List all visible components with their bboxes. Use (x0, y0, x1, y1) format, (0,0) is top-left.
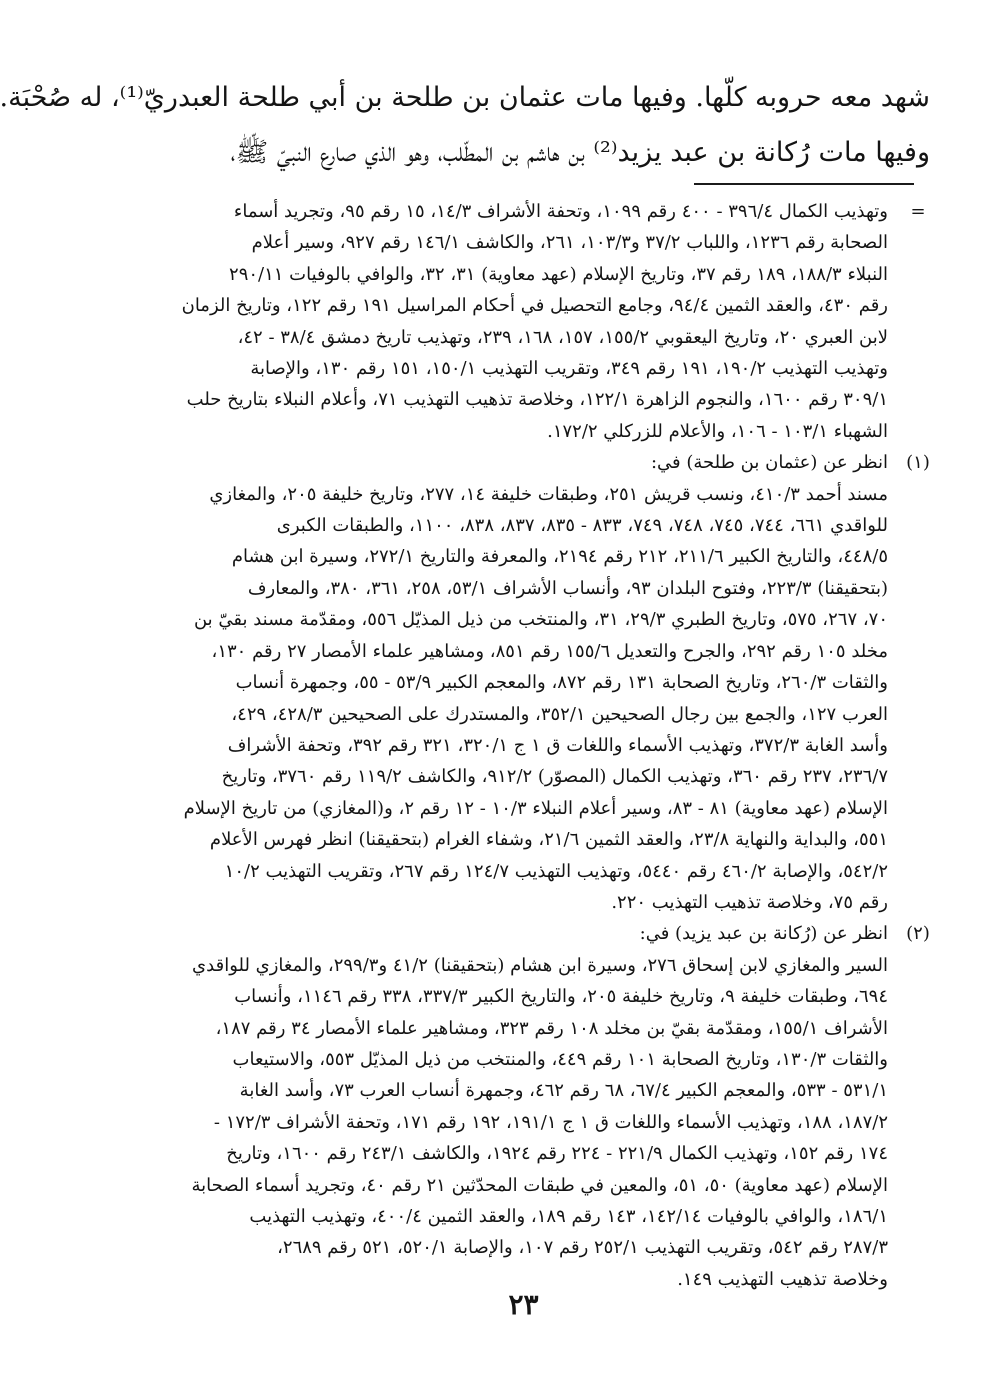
footnote-line: الصحابة رقم ١٢٣٦، واللباب ٣٧/٢ و١٠٣/٣، ٢٦١، والكاشف ١٤٦/١ رقم ٩٢٧، وسير أعلام (251, 232, 888, 254)
footnote-2 (108, 918, 938, 1295)
main-text-line: وفيها مات رُكانة بن عبد يزيد⁽²⁾ بن هاشم بن المطّلب، وهو الذي صارع النبيّ ﷺ، (230, 137, 930, 168)
footnote-line: النبلاء ١٨٨/٣، ١٨٩ رقم ٣٧، وتاريخ الإسلام (عهد معاوية) ٣١، ٣٢، والوافي بالوفيات ٢٩٠/١١ (229, 263, 888, 285)
footnote-line: العرب ١٢٧، والجمع بين رجال الصحيحين ٣٥٢/١، والمستدرك على الصحيحين ٤٢٨/٣، ٤٢٩، (231, 703, 888, 725)
footnote-line: (بتحقيقنا) ٢٢٣/٣، وفتوح البلدان ٩٣، وأنساب الأشراف ٥٣/١، ٢٥٨، ٣٦١، ٣٨٠، والمعارف (247, 577, 888, 599)
footnote-line: الشهباء ١٠٣/١ - ١٠٦، والأعلام للزركلي ١٧٢/٢. (547, 420, 888, 442)
footnote-line: ١٨٦/١، والوافي بالوفيات ١٤٢/١٤، ١٤٣ رقم ١٨٩، والعقد الثمين ٤٠٠/٤، وتهذيب التهذيب (249, 1206, 888, 1227)
footnote-line: وتهذيب التهذيب ١٩٠/٢، ١٩١ رقم ٣٤٩، وتقريب التهذيب ١٥٠/١، ١٥١ رقم ١٣٠، والإصابة (250, 358, 888, 380)
footnote-2-marker: (٢) (906, 923, 930, 945)
footnote-line: مخلد ١٠٥ رقم ٢٩٢، والجرح والتعديل ١٥٥/٦ رقم ٨٥١، ومشاهير علماء الأمصار ٢٧ رقم ١٣٠، (211, 640, 888, 662)
footnote-line: ٧٠، ٢٦٧، ٥٧٥، وتاريخ الطبري ٢٩/٣، ٣١، والمنتخب من ذيل المذيّل ٥٥٦، ومقدّمة مسند بقيّ بن (193, 609, 888, 631)
footnote-line: ٢٨٧/٣ رقم ٥٤٢، وتقريب التهذيب ٢٥٢/١ رقم ١٠٧، والإصابة ٥٢٠/١، ٥٢١ رقم ٢٦٨٩، (277, 1237, 888, 1259)
footnote-line: الأشراف ١٥٥/١، ومقدّمة بقيّ بن مخلد ١٠٨ رقم ٣٢٣، ومشاهير علماء الأمصار ٣٤ رقم ١٨٧، (215, 1017, 888, 1039)
main-text (0, 70, 930, 180)
footnote-separator (694, 183, 914, 185)
footnote-line: ٢٣٦/٧، ٢٣٧ رقم ٣٦٠، وتهذيب الكمال (المصوّر) ٩١٢/٢، والكاشف ١١٩/٢ رقم ٣٧٦٠، وتاريخ (221, 766, 888, 788)
footnote-1-marker: (١) (906, 452, 930, 474)
footnote-line: ٥٥١، والبداية والنهاية ٢٣/٨، والعقد الثمين ٢١/٦، وشفاء الغرام (بتحقيقنا) انظر فهرس الأعلام (209, 829, 888, 851)
footnote-line: والثقات ١٣٠/٣، وتاريخ الصحابة ١٠١ رقم ٤٤٩، والمنتخب من ذيل المذيّل ٥٥٣، والاستيعاب (232, 1048, 888, 1070)
footnote-line: وخلاصة تذهيب التهذيب ١٤٩. (677, 1268, 888, 1290)
footnote-line: والثقات ٢٦٠/٣، وتاريخ الصحابة ١٣١ رقم ٨٧٢، والمعجم الكبير ٥٣/٩ - ٥٥، وجمهرة أنساب (235, 672, 888, 694)
footnote-line: للواقدي ٦٦١، ٧٤٤، ٧٤٥، ٧٤٨، ٧٤٩، ٨٣٣ - ٨٣٥، ٨٣٧، ٨٣٨، ١١٠٠، والطبقات الكبرى (276, 515, 888, 537)
footnote-line: ٦٩٤، وطبقات خليفة ٩، وتاريخ خليفة ٢٠٥، والتاريخ الكبير ٣٣٧/٣، ٣٣٨ رقم ١١٤٦، وأنساب (234, 986, 888, 1008)
footnote-line: رقم ٧٥، وخلاصة تذهيب التهذيب ٢٢٠. (611, 891, 888, 913)
footnote-continuation-marker: = (910, 201, 926, 222)
footnote-line: ٤٤٨/٥، والتاريخ الكبير ٢١١/٦، ٢١٢ رقم ٢١٩٤، والمعرفة والتاريخ ٢٧٢/١، وسيرة ابن هشام (231, 546, 888, 568)
footnote-line: مسند أحمد ٤١٠/٣، ونسب قريش ٢٥١، وطبقات خليفة ١٤، ٢٧٧، وتاريخ خليفة ٢٠٥، والمغازي (209, 483, 888, 505)
footnote-line: الإسلام (عهد معاوية) ٨١ - ٨٣، وسير أعلام النبلاء ١٠/٣ - ١٢ رقم ٢، و(المغازي) من تاريخ الإسلام (183, 797, 888, 819)
footnote-line: ١٧٤ رقم ١٥٢، وتهذيب الكمال ٢٢١/٩ - ٢٢٤ رقم ١٩٢٤، والكاشف ٢٤٣/١ رقم ١٦٠٠، وتاريخ (226, 1143, 888, 1165)
footnote-line: ٣٠٩/١ رقم ١٦٠٠، والنجوم الزاهرة ١٢٢/١، وخلاصة تذهيب التهذيب ٧١، وأعلام النبلاء بتاريخ حلب (186, 389, 888, 411)
page-number: ٢٣ (508, 1288, 539, 1321)
footnote-line: الإسلام (عهد معاوية) ٥٠، ٥١، والمعين في طبقات المحدّثين ٢١ رقم ٤٠، وتجريد أسماء الصحابة (191, 1174, 888, 1196)
footnote-line: لابن العبري ٢٠، وتاريخ اليعقوبي ١٥٥/٢، ١٥٧، ١٦٨، ٢٣٩، وتهذيب تاريخ دمشق ٣٨/٤ - ٤٢، (237, 326, 888, 348)
footnote-line: ١٨٧/٢، ١٨٨، وتهذيب الأسماء واللغات ق ١ ج ١٩١/١، ١٩٢ رقم ١٧١، وتحفة الأشراف ١٧٢/٣ - (213, 1111, 888, 1133)
footnote-line: انظر عن (رُكانة بن عبد يزيد) في: (639, 923, 888, 945)
footnote-line: ٥٤٢/٢، والإصابة ٤٦٠/٢ رقم ٥٤٤٠، وتهذيب التهذيب ١٢٤/٧ رقم ٢٦٧، وتقريب التهذيب ١٠/٢ (224, 860, 888, 882)
footnote-1 (108, 447, 938, 918)
footnote-line: ٥٣١/١ - ٥٣٣، والمعجم الكبير ٦٧/٤، ٦٨ رقم ٤٦٢، وجمهرة أنساب العرب ٧٣، وأسد الغابة (239, 1080, 888, 1102)
footnote-line: السير والمغازي لابن إسحاق ٢٧٦، وسيرة ابن هشام (بتحقيقنا) ٤١/٢ و٢٩٩/٣، والمغازي للواقدي (192, 954, 888, 976)
footnote-line: وتهذيب الكمال ٣٩٦/٤ - ٤٠٠ رقم ١٠٩٩، وتحفة الأشراف ١٤/٣، ١٥ رقم ٩٥، وتجريد أسماء (233, 201, 888, 222)
footnote-line: انظر عن (عثمان بن طلحة) في: (650, 452, 888, 474)
footnote-line: رقم ٤٣٠، والعقد الثمين ٩٤/٤، وجامع التحصيل في أحكام المراسيل ١٩١ رقم ١٢٢، وتاريخ الزمان (181, 295, 888, 317)
footnote-continuation (108, 196, 938, 447)
main-text-line: شهد معه حروبه كلّها. وفيها مات عثمان بن طلحة بن أبي طلحة العبدريّ⁽¹⁾، له صُحْبَة. (0, 82, 930, 113)
footnotes-section (108, 196, 938, 1295)
footnote-line: وأسد الغابة ٣٧٢/٣، وتهذيب الأسماء واللغات ق ١ ج ٣٢٠/١، ٣٢١ رقم ٣٩٢، وتحفة الأشراف (227, 734, 888, 756)
